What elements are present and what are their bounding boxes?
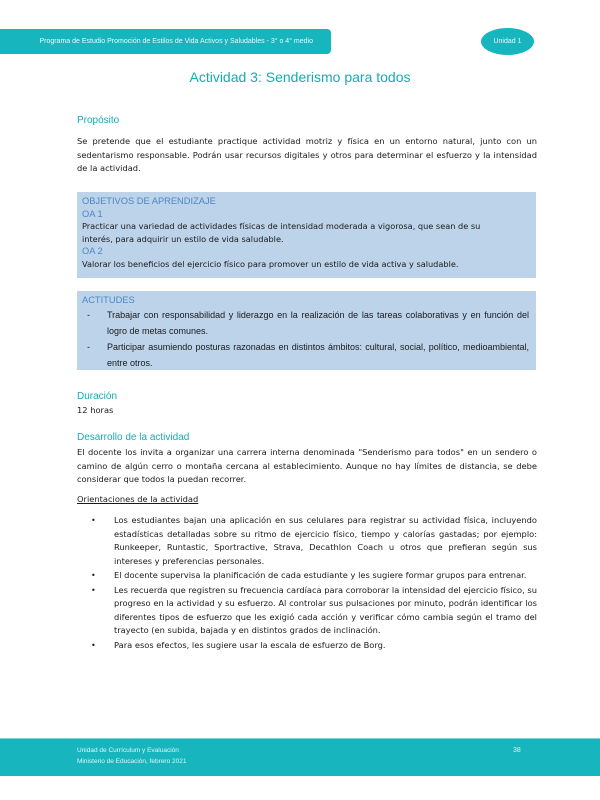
- attitudes-heading: ACTITUDES: [82, 295, 135, 305]
- attitude-item: [82, 307, 531, 339]
- page-number: 38: [513, 747, 521, 754]
- oa1-text: Practicar una variedad de actividades físicas de intensidad moderada a vigorosa, que sean de su interés, para adquirir un estilo de vida saludable.: [82, 221, 481, 244]
- bullet-dot: •: [91, 516, 96, 525]
- guideline-text: El docente supervisa la planificación de cada estudiante y les sugiere formar grupos para entrenar.: [114, 570, 527, 580]
- attitude-text: Participar asumiendo posturas razonadas en distintos ámbitos: cultural, social, político, medioambiental, entre otros.: [107, 341, 529, 368]
- development-heading: Desarrollo de la actividad: [77, 432, 190, 443]
- guideline-text: Los estudiantes bajan una aplicación en sus celulares para registrar su actividad física, incluyendo estadísticas detalladas sobre su ritmo de ejercicio físico, tiempo y calorías gastadas; por ejemplo: Runkeeper, Runtastic, Sportractive, Strava, Decathlon Coach u otros que prefieran según sus intereses y preferencias personales.: [114, 515, 537, 566]
- guideline-item: [90, 514, 537, 568]
- guidelines-heading: Orientaciones de la actividad: [77, 494, 199, 504]
- purpose-text: Se pretende que el estudiante practique actividad motriz y física en un entorno natural, junto con un sedentarismo responsable. Podrán usar recursos digitales y otros para determinar el esfuerzo y la intensidad de la actividad.: [77, 136, 537, 173]
- duration-heading: Duración: [77, 391, 118, 402]
- footer-ministry: Ministerio de Educación, febrero 2021: [77, 758, 187, 765]
- bullet-dot: •: [91, 571, 96, 580]
- bullet-dot: •: [91, 640, 96, 650]
- dash-bullet: -: [87, 309, 90, 320]
- bullet-dot: •: [91, 585, 96, 595]
- attitudes-box: [77, 291, 536, 370]
- purpose-heading: Propósito: [77, 115, 120, 126]
- duration-value: 12 horas: [77, 405, 114, 415]
- footer-bar: [0, 738, 600, 776]
- footer-unit: Unidad de Currículum y Evaluación: [77, 747, 179, 754]
- development-text: El docente los invita a organizar una carrera interna denominada "Senderismo para todos" en un sendero o camino de algún cerro o montaña cercana al establecimiento. Aunque no hay límites de distancia, se debe considerar que todos la puedan recorrer.: [77, 447, 537, 484]
- objectives-heading: OBJETIVOS DE APRENDIZAJE: [82, 196, 216, 206]
- unit-badge: [481, 28, 534, 55]
- guideline-item: [90, 569, 537, 583]
- unit-badge-label: Unidad 1: [493, 38, 522, 45]
- attitude-item: [82, 339, 531, 371]
- header-bar: [0, 29, 331, 54]
- guideline-item: [90, 639, 537, 653]
- guideline-text: Para esos efectos, les sugiere usar la escala de esfuerzo de Borg.: [114, 639, 386, 650]
- guideline-item: [90, 584, 537, 638]
- guideline-text: Les recuerda que registren su frecuencia cardíaca para corroborar la intensidad del ejercicio físico, su progreso en la actividad y su esfuerzo. Al controlar sus pulsaciones por minuto, podrán identificar los diferentes tipos de esfuerzo que les exigió cada acción y verificar cómo cambia según el tramo del trayecto (en subida, bajada y en distintos grados de inclinación.: [114, 584, 537, 635]
- dash-bullet: -: [87, 341, 90, 352]
- oa2-text: Valorar los beneficios del ejercicio físico para promover un estilo de vida activa y saludable.: [82, 258, 459, 269]
- oa1-code: OA 1: [82, 208, 103, 219]
- oa2-code: OA 2: [82, 246, 103, 256]
- objectives-box: [77, 192, 536, 278]
- page-title: Actividad 3: Senderismo para todos: [189, 69, 411, 85]
- guidelines-list: [90, 514, 537, 653]
- program-title: Programa de Estudio Promoción de Estilos de Vida Activos y Saludables - 3° o 4° medio: [39, 38, 313, 45]
- attitudes-list: [82, 307, 531, 371]
- attitude-text: Trabajar con responsabilidad y liderazgo en la realización de las tareas colaborativas y en función del logro de metas comunes.: [107, 309, 529, 336]
